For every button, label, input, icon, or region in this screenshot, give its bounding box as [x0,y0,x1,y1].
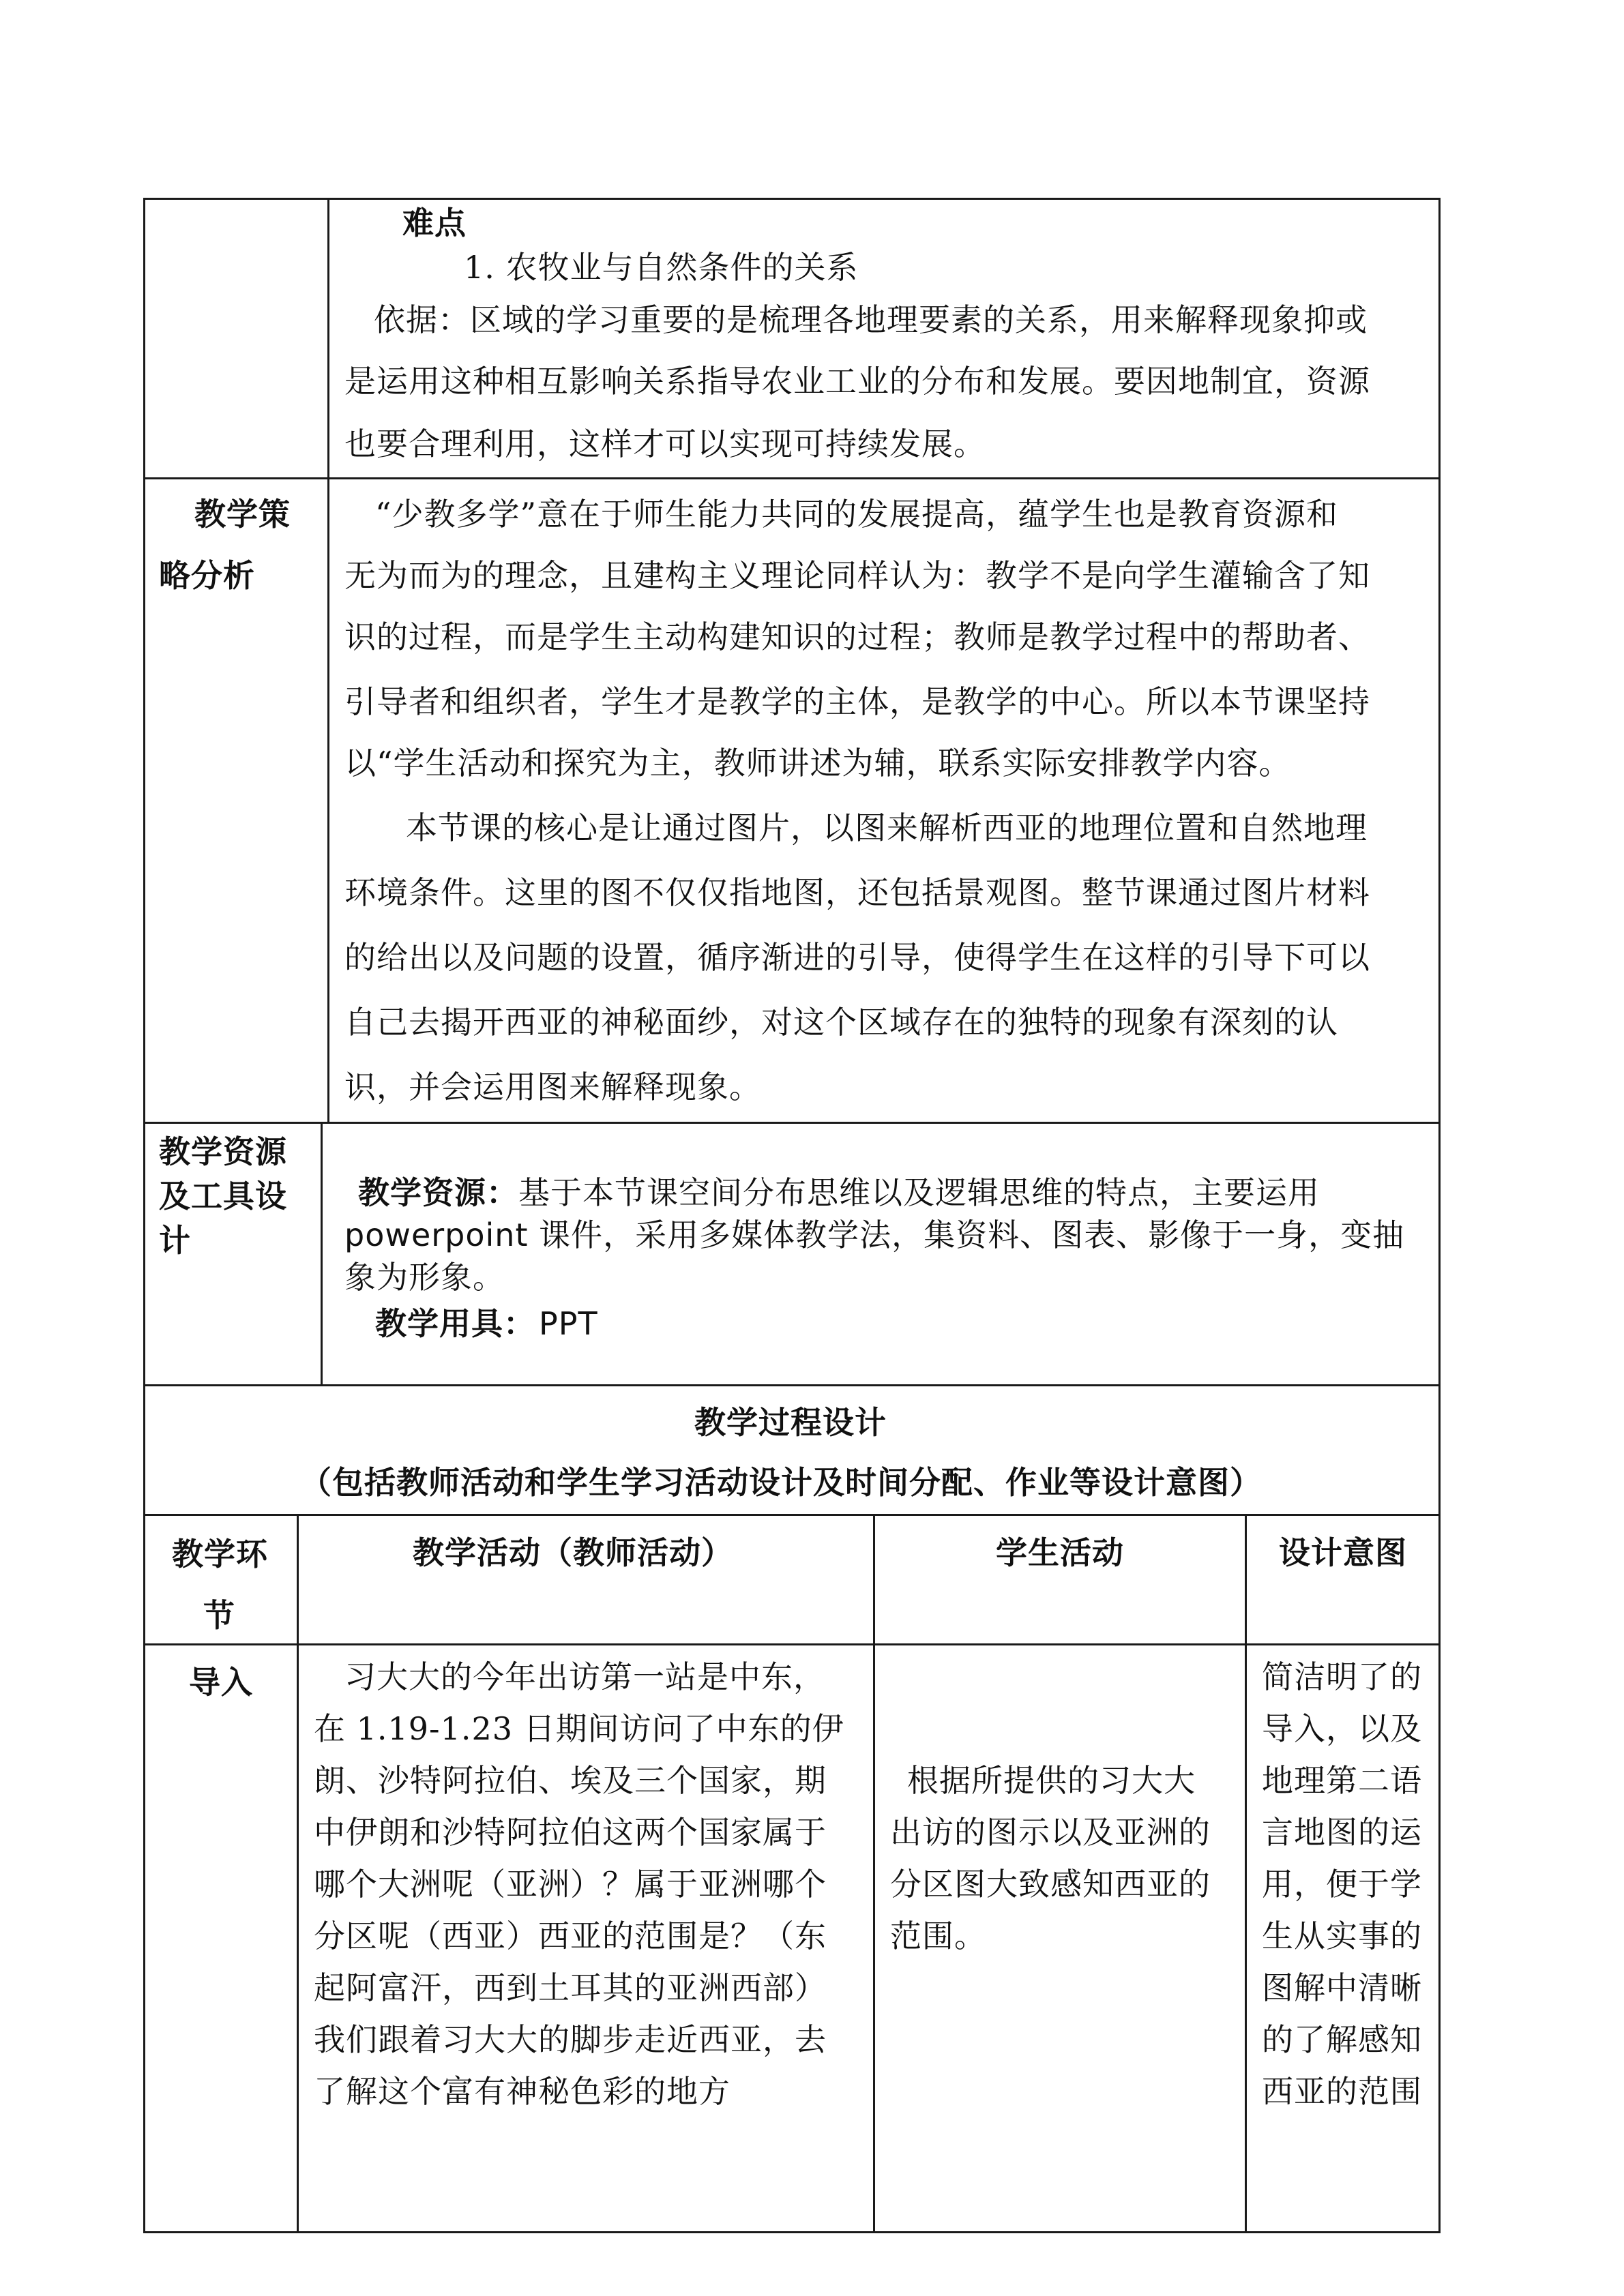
strategy-line: 本节课的核心是让通过图片，以图来解析西亚的地理位置和自然地理 [406,809,1368,846]
header-teacher: 教学活动（教师活动） [413,1534,733,1571]
teacher-line: 分区呢（西亚）西亚的范围是？（东 [314,1918,827,1954]
strategy-line: 环境条件。这里的图不仅仅指地图，还包括景观图。整节课通过图片材料 [344,874,1370,911]
table-border-bottom [143,2231,1441,2233]
stage-intro: 导入 [189,1664,253,1701]
strategy-line: 识的过程，而是学生主动构建知识的过程；教师是教学过程中的帮助者、 [344,618,1370,655]
header-intent: 设计意图 [1279,1534,1407,1571]
stage-col-divider [297,1514,299,2231]
teacher-line: 在 1.19-1.23 日期间访问了中东的伊 [314,1710,844,1747]
student-col-divider [1245,1514,1247,2231]
table-border-top [143,198,1441,200]
difficulty-basis-line: 依据：区域的学习重要的是梳理各地理要素的关系，用来解释现象抑或 [374,301,1368,338]
student-line: 出访的图示以及亚洲的 [890,1814,1211,1851]
strategy-line: 引导者和组织者，学生才是教学的主体，是教学的中心。所以本节课坚持 [344,683,1370,720]
difficulty-heading: 难点 [402,205,467,241]
intent-line: 图解中清晰 [1262,1969,1422,2006]
strategy-line: 识，并会运用图来解释现象。 [344,1069,761,1105]
intent-line: 西亚的范围 [1262,2073,1422,2110]
strategy-line: 的给出以及问题的设置，循序渐进的引导，使得学生在这样的引导下可以 [344,939,1370,976]
resources-label: 及工具设 [159,1178,287,1214]
resources-res-line: 基于本节课空间分布思维以及逻辑思维的特点，主要运用 [518,1174,1320,1211]
student-line: 分区图大致感知西亚的 [890,1866,1211,1903]
strategy-line: 以“学生活动和探究为主，教师讲述为辅，联系实际安排教学内容。 [344,745,1291,781]
resources-label: 教学资源 [159,1133,287,1170]
student-line: 范围。 [890,1918,986,1954]
intent-line: 导入，以及 [1262,1710,1422,1747]
intent-line: 简洁明了的 [1262,1658,1422,1695]
teacher-line: 朗、沙特阿拉伯、埃及三个国家，期 [314,1762,827,1799]
difficulty-item-1: 1. 农牧业与自然条件的关系 [464,249,859,286]
table-border-right [1438,198,1441,2233]
intent-line: 用，便于学 [1262,1866,1422,1903]
intent-line: 言地图的运 [1262,1814,1422,1851]
header-stage: 教学环 [172,1536,268,1572]
strategy-line: 无为而为的理念，且建构主义理论同样认为：教学不是向学生灌输含了知 [344,557,1370,594]
difficulty-basis-line: 是运用这种相互影响关系指导农业工业的分布和发展。要因地制宜，资源 [344,363,1370,400]
teacher-line: 了解这个富有神秘色彩的地方 [314,2073,730,2110]
row-divider-2 [143,1122,1441,1124]
teacher-line: 中伊朗和沙特阿拉伯这两个国家属于 [314,1814,827,1851]
header-student: 学生活动 [996,1534,1124,1571]
process-subtitle: （包括教师活动和学生学习活动设计及时间分配、作业等设计意图） [300,1464,1262,1501]
strategy-label: 略分析 [159,557,255,594]
table-border-left [143,198,145,2233]
teacher-line: 起阿富汗，西到土耳其的亚洲西部） [314,1969,827,2006]
header-stage: 节 [203,1597,235,1634]
difficulty-basis-line: 也要合理利用，这样才可以实现可持续发展。 [344,426,986,462]
teacher-col-divider [873,1514,875,2231]
intent-line: 的了解感知 [1262,2021,1422,2058]
resources-label: 计 [159,1222,191,1259]
row-divider-3 [143,1384,1441,1386]
resources-res-line: 象为形象。 [344,1259,505,1296]
intent-line: 生从实事的 [1262,1918,1422,1954]
process-title: 教学过程设计 [694,1404,887,1441]
teacher-line: 我们跟着习大大的脚步走近西亚，去 [314,2021,827,2058]
resources-tool-label: 教学用具： [375,1305,535,1342]
teacher-line: 习大大的今年出访第一站是中东， [344,1658,825,1695]
resources-tool-value: PPT [539,1305,598,1342]
strategy-line: 自己去揭开西亚的神秘面纱，对这个区域存在的独特的现象有深刻的认 [344,1004,1338,1041]
student-line: 根据所提供的习大大 [907,1762,1196,1799]
teacher-line: 哪个大洲呢（亚洲）？属于亚洲哪个 [314,1866,827,1903]
resources-res-label: 教学资源： [358,1174,518,1211]
intent-line: 地理第二语 [1262,1762,1422,1799]
row-divider-1 [143,477,1441,479]
label-col-divider-r3 [321,1122,323,1384]
label-col-divider [327,198,329,1122]
resources-res-line: powerpoint 课件，采用多媒体教学法，集资料、图表、影像于一身，变抽 [344,1217,1405,1253]
strategy-line: “少教多学”意在于师生能力共同的发展提高，蕴学生也是教育资源和 [375,496,1339,533]
strategy-label: 教学策 [194,496,291,533]
